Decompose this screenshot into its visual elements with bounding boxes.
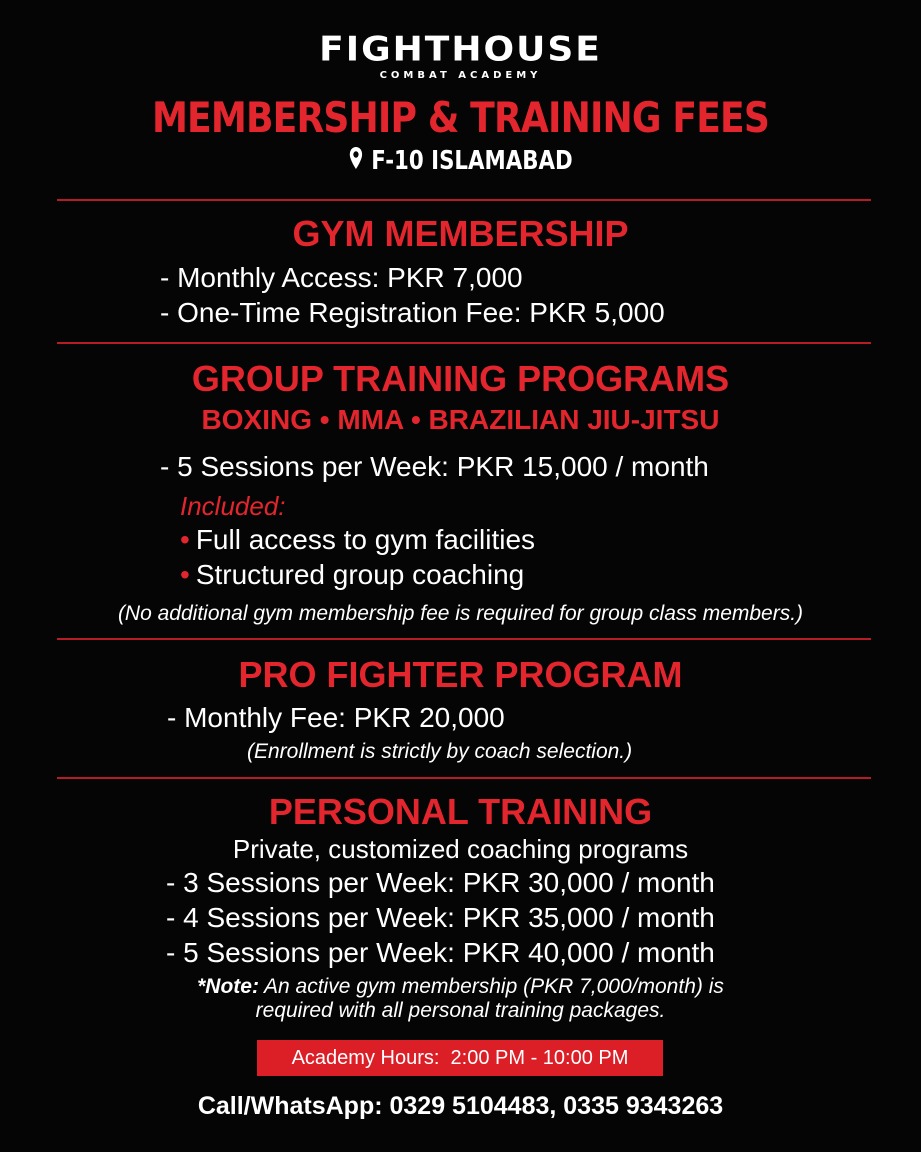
group-training-title: GROUP TRAINING PROGRAMS — [191, 358, 730, 399]
logo-wordmark: FIGHTHOUSE — [319, 30, 602, 69]
list-item — [180, 559, 524, 591]
hours-value: 2:00 PM - 10:00 PM — [450, 1047, 629, 1069]
pro-fighter-fee: - Monthly Fee: PKR 20,000 — [167, 702, 505, 733]
personal-training-5-sessions: - 5 Sessions per Week: PKR 40,000 / month — [166, 937, 715, 968]
personal-training-4-sessions: - 4 Sessions per Week: PKR 35,000 / month — [166, 902, 715, 933]
divider — [57, 342, 871, 344]
gym-registration-fee: - One-Time Registration Fee: PKR 5,000 — [160, 297, 665, 328]
bullet-icon: • — [180, 524, 190, 555]
logo — [0, 32, 921, 81]
logo-tagline: COMBAT ACADEMY — [379, 70, 542, 81]
pro-fighter-title: PRO FIGHTER PROGRAM — [238, 654, 683, 695]
group-training-note: (No additional gym membership fee is required for group class members.) — [117, 602, 804, 625]
page-title: MEMBERSHIP & TRAINING FEES — [151, 93, 770, 142]
personal-training-note — [0, 975, 921, 999]
location-text: F-10 ISLAMABAD — [371, 146, 573, 176]
divider — [57, 777, 871, 779]
contact-info: Call/WhatsApp: 0329 5104483, 0335 9343263 — [197, 1092, 724, 1120]
bullet-icon: • — [180, 559, 190, 590]
note-text: An active gym membership (PKR 7,000/month) is — [264, 975, 724, 998]
personal-training-title: PERSONAL TRAINING — [268, 791, 653, 832]
hours-label: Academy Hours: — [291, 1047, 440, 1069]
personal-training-subtitle: Private, customized coaching programs — [232, 834, 689, 864]
divider — [57, 638, 871, 640]
list-item — [180, 524, 535, 556]
group-training-price: - 5 Sessions per Week: PKR 15,000 / month — [160, 451, 709, 482]
map-pin-icon — [348, 146, 363, 177]
included-item: Full access to gym facilities — [195, 524, 536, 555]
note-label: *Note: — [197, 975, 259, 998]
academy-hours-badge — [257, 1040, 663, 1076]
gym-monthly-access: - Monthly Access: PKR 7,000 — [160, 262, 523, 293]
included-item: Structured group coaching — [195, 559, 525, 590]
included-label: Included: — [180, 491, 286, 521]
gym-membership-title: GYM MEMBERSHIP — [292, 213, 629, 254]
group-training-disciplines: BOXING • MMA • BRAZILIAN JIU-JITSU — [201, 404, 720, 435]
divider — [57, 199, 871, 201]
location — [83, 146, 838, 177]
personal-training-note-line2: required with all personal training packages. — [255, 999, 666, 1022]
personal-training-3-sessions: - 3 Sessions per Week: PKR 30,000 / month — [166, 867, 715, 898]
pro-fighter-note: (Enrollment is strictly by coach selection.) — [247, 740, 633, 763]
